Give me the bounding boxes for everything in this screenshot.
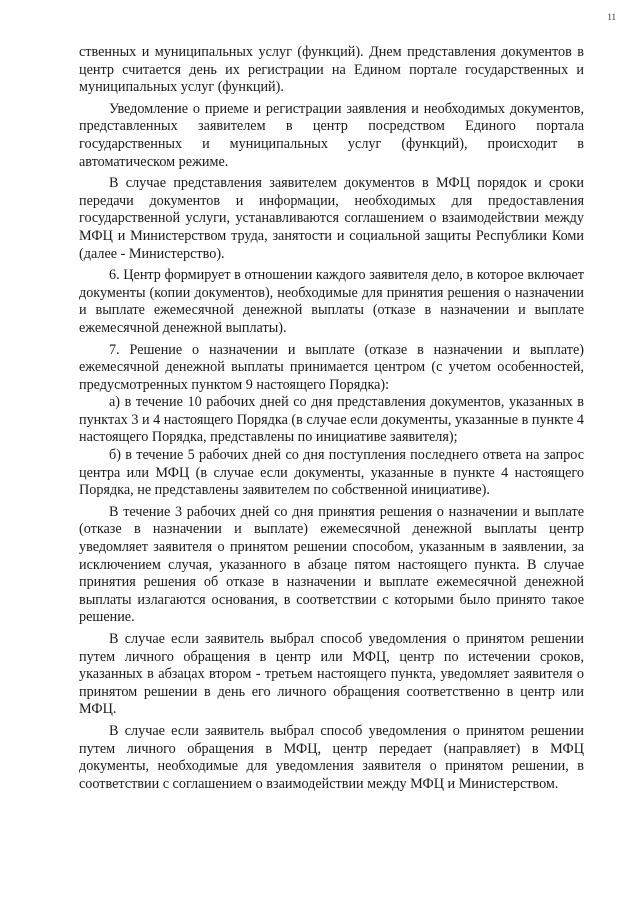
paragraph-mfc-transfer: В случае если заявитель выбрал способ уведомления о принятом решении путем личного обращения в МФЦ, центр передает (направляет) в МФЦ документы, необходимые для уведомления заявителя о принятом решении, в соответствии с соглашением о взаимодействии между МФЦ и Министерством. [79, 722, 584, 792]
paragraph-three-days: В течение 3 рабочих дней со дня принятия решения о назначении и выплате (отказе в назначении и выплате) ежемесячной денежной выплаты центр уведомляет заявителя о принятом решении способом, указанным в заявлении, за исключением случая, указанного в абзаце пятом настоящего пункта. В случае принятия решения об отказе в назначении и выплате ежемесячной денежной выплаты излагаются основания, в соответствии с которыми было принято такое решение. [79, 503, 584, 626]
page-number: 11 [607, 12, 616, 22]
paragraph-item-7a: а) в течение 10 рабочих дней со дня представления документов, указанных в пунктах 3 и 4 настоящего Порядка (в случае если документы, указанные в пункте 4 настоящего Порядка, представлены по инициативе заявителя); [79, 394, 584, 446]
paragraph-item-7: 7. Решение о назначении и выплате (отказе в назначении и выплате) ежемесячной денежной выплаты принимается центром (с учетом особенностей, предусмотренных пунктом 9 настоящего Порядка): [79, 341, 584, 393]
paragraph-notification-auto: Уведомление о приеме и регистрации заявления и необходимых документов, представленных заявителем в центр посредством Единого портала государственных и муниципальных услуг (функций), происходит в автоматическом режиме. [79, 100, 584, 170]
paragraph-item-6: 6. Центр формирует в отношении каждого заявителя дело, в которое включает документы (копии документов), необходимые для принятия решения о назначении и выплате ежемесячной денежной выплаты (отказе в назначении и выплате ежемесячной денежной выплаты). [79, 267, 584, 336]
document-body [79, 44, 584, 797]
paragraph-item-7b: б) в течение 5 рабочих дней со дня поступления последнего ответа на запрос центра или МФЦ (в случае если документы, указанные в пункте 4 настоящего Порядка, не представлены заявителем по собственной инициативе). [79, 447, 584, 499]
paragraph-mfc-agreement: В случае представления заявителем документов в МФЦ порядок и сроки передачи документов и информации, необходимых для предоставления государственной услуги, устанавливаются соглашением о взаимодействии между МФЦ и Министерством труда, занятости и социальной защиты Республики Коми (далее - Министерство). [79, 175, 584, 262]
paragraph-continuation: ственных и муниципальных услуг (функций). Днем представления документов в центр считается день их регистрации на Едином портале государственных и муниципальных услуг (функций). [79, 44, 584, 96]
paragraph-personal-visit: В случае если заявитель выбрал способ уведомления о принятом решении путем личного обращения в центр или МФЦ, центр по истечении сроков, указанных в абзацах втором - третьем настоящего пункта, уведомляет заявителя о принятом решении в день его личного обращения соответственно в центр или МФЦ. [79, 631, 584, 718]
